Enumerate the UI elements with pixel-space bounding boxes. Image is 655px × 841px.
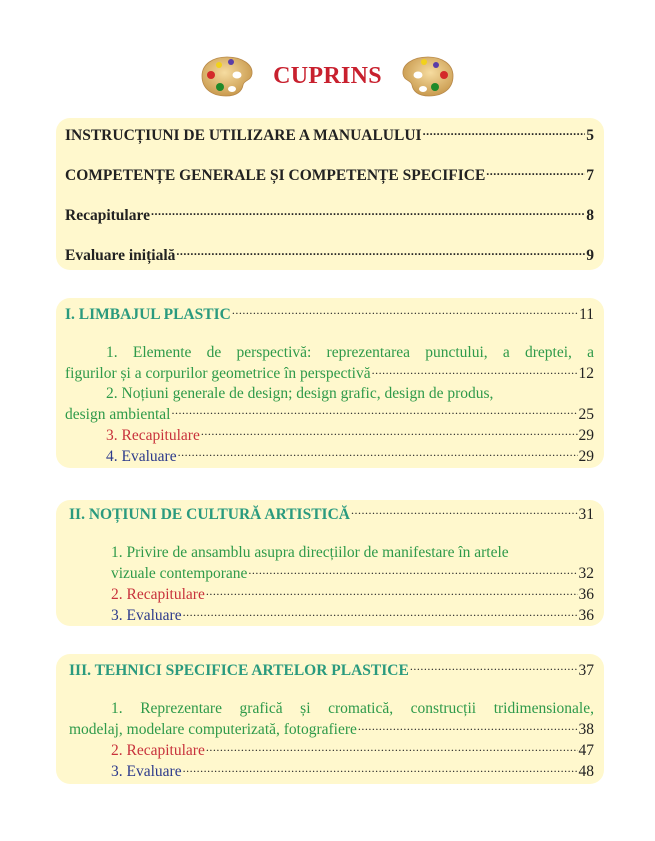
toc-lesson-entry[interactable] [69,543,594,584]
leader-dots [372,363,578,379]
leader-dots [178,445,578,461]
evaluation-label: 3. Evaluare [111,763,182,780]
leader-dots [201,424,578,440]
lesson-title-line: 2. Noțiuni generale de design; design grafic, design de produs, [106,384,494,402]
chapter-heading[interactable] [69,503,594,524]
toc-page-number: 5 [586,126,594,144]
toc-evaluation-entry[interactable] [65,445,594,466]
toc-page-number: 9 [586,246,594,264]
lesson-title-line: 1. Elemente de perspectivă: reprezentarea punctului, a dreptei, a [106,344,594,361]
lesson-title-line: modelaj, modelare computerizată, fotografiere [69,721,357,738]
leader-dots [410,659,578,675]
toc-page-number: 38 [578,721,594,738]
recap-label: 2. Recapitulare [111,586,205,603]
toc-page-number: 48 [578,763,594,780]
toc-page-number: 31 [578,505,594,523]
toc-chapter-1 [56,298,604,468]
toc-page-number: 29 [578,447,594,465]
toc-page-number: 8 [586,206,594,224]
toc-evaluation-entry[interactable] [69,761,594,782]
toc-page-number: 11 [579,305,594,323]
toc-page-number: 47 [578,742,594,759]
chapter-title: III. TEHNICI SPECIFICE ARTELOR PLASTICE [69,661,409,679]
lesson-title-line: vizuale contemporane [111,565,248,582]
lesson-title-line: 1. Reprezentare grafică și cromatică, construcții tridimensionale, [111,700,594,717]
toc-lesson-entry[interactable] [69,699,594,740]
recap-label: 2. Recapitulare [111,742,205,759]
toc-entry[interactable] [65,204,594,225]
leader-dots [183,605,578,621]
toc-entry-label: COMPETENȚE GENERALE ȘI COMPETENȚE SPECIFICE [65,166,486,184]
chapter-title: I. LIMBAJUL PLASTIC [65,305,231,323]
lesson-title-line: design ambiental [65,405,171,423]
leader-dots [206,584,578,600]
toc-lesson-entry[interactable] [65,384,594,425]
toc-entry[interactable] [65,124,594,145]
leader-dots [232,303,578,319]
toc-page-number: 36 [578,586,594,603]
chapter-heading[interactable] [65,303,594,324]
toc-chapter-2 [56,500,604,626]
toc-page-number: 29 [578,426,594,444]
chapter-heading[interactable] [69,659,594,680]
toc-chapter-3 [56,654,604,784]
chapter-title: II. NOȚIUNI DE CULTURĂ ARTISTICĂ [69,505,350,523]
leader-dots [206,740,578,756]
lesson-title-line: 1. Privire de ansamblu asupra direcțiilor de manifestare în artele [111,544,509,561]
leader-dots [176,244,585,260]
toc-entry[interactable] [65,164,594,185]
leader-dots [486,164,585,180]
toc-page-number: 37 [578,661,594,679]
page-title: CUPRINS [273,62,382,89]
toc-page-number: 12 [578,365,594,382]
leader-dots [423,124,586,140]
recap-label: 3. Recapitulare [106,426,200,444]
toc-recap-entry[interactable] [69,584,594,605]
lesson-title-line: figurilor și a corpurilor geometrice în perspectivă [65,365,371,382]
leader-dots [151,204,585,220]
toc-page-number: 36 [578,607,594,624]
toc-entry-label: Recapitulare [65,206,150,224]
paint-palette-icon [199,54,255,98]
leader-dots [171,403,577,419]
leader-dots [358,719,578,735]
toc-entry-label: INSTRUCȚIUNI DE UTILIZARE A MANUALULUI [65,126,422,144]
paint-palette-icon [400,54,456,98]
toc-recap-entry[interactable] [69,740,594,761]
toc-recap-entry[interactable] [65,424,594,445]
leader-dots [183,761,578,777]
leader-dots [248,563,577,579]
toc-evaluation-entry[interactable] [69,605,594,626]
toc-entry-label: Evaluare inițială [65,246,176,264]
leader-dots [351,503,578,519]
evaluation-label: 3. Evaluare [111,607,182,624]
evaluation-label: 4. Evaluare [106,447,177,465]
toc-page-number: 7 [586,166,594,184]
toc-page-number: 25 [578,405,594,423]
page-header [0,52,655,100]
toc-intro-section [56,118,604,270]
toc-lesson-entry[interactable] [65,343,594,384]
toc-entry[interactable] [65,244,594,265]
toc-page-number: 32 [578,565,594,582]
